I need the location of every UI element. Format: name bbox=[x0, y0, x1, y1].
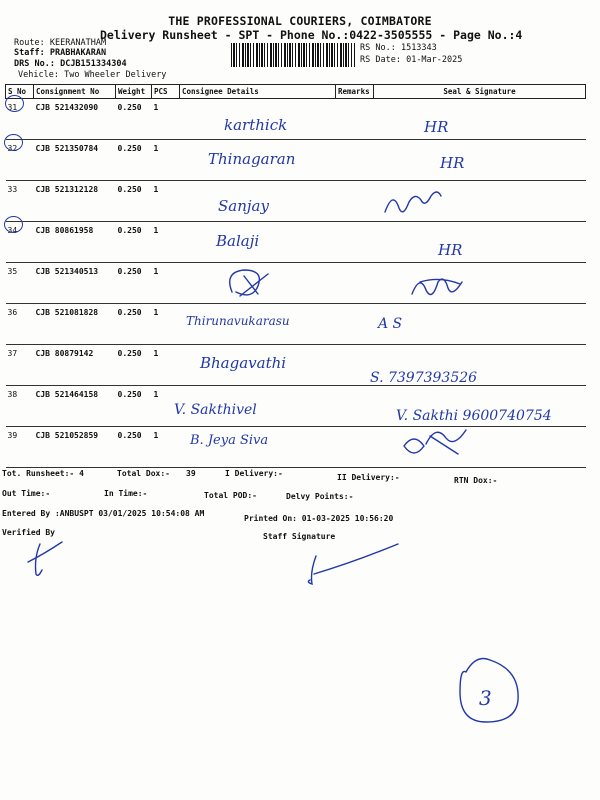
col-sno: S No bbox=[6, 85, 34, 99]
handwritten-consignee: Thirunavukarasu bbox=[186, 314, 290, 328]
row-consignment: CJB 521350784 bbox=[34, 140, 116, 181]
handwritten-seal: V. Sakthi 9600740754 bbox=[396, 408, 552, 424]
row-consignment: CJB 521312128 bbox=[34, 181, 116, 222]
row-pcs: 1 bbox=[152, 263, 180, 304]
row-pcs: 1 bbox=[152, 181, 180, 222]
delvy-points: Delvy Points:- bbox=[286, 492, 354, 501]
handwritten-seal: HR bbox=[440, 154, 465, 172]
verified-by: Verified By bbox=[2, 528, 55, 537]
handwritten-seal: S. 7397393526 bbox=[370, 370, 478, 386]
row-weight: 0.250 bbox=[116, 427, 152, 468]
out-time: Out Time:- bbox=[2, 489, 51, 498]
row-consignment: CJB 521340513 bbox=[34, 263, 116, 304]
i-delivery: I Delivery:- bbox=[225, 469, 283, 478]
staff-label: Staff: bbox=[14, 48, 45, 58]
handwritten-consignee: Thinagaran bbox=[208, 150, 296, 168]
handwritten-consignee: B. Jeya Siva bbox=[190, 433, 269, 448]
handwritten-page-number: 3 bbox=[479, 686, 492, 710]
staff-signature-label: Staff Signature bbox=[263, 532, 336, 541]
row-sno: 31 bbox=[6, 99, 34, 140]
row-pcs: 1 bbox=[152, 304, 180, 345]
row-sno: 33 bbox=[6, 181, 34, 222]
total-dox-label: Total Dox:- bbox=[117, 469, 170, 478]
row-consignment: CJB 521464158 bbox=[34, 386, 116, 427]
row-consignment: CJB 521052859 bbox=[34, 427, 116, 468]
entered-by: Entered By :ANBUSPT 03/01/2025 10:54:08 AM bbox=[2, 509, 205, 518]
handwritten-consignee: Bhagavathi bbox=[200, 354, 287, 372]
route-value: KEERANATHAM bbox=[49, 38, 107, 48]
company-title: THE PROFESSIONAL COURIERS, COIMBATORE bbox=[168, 14, 432, 28]
handwritten-consignee: Balaji bbox=[216, 232, 260, 250]
row-weight: 0.250 bbox=[116, 99, 152, 140]
handwritten-consignee: karthick bbox=[224, 116, 288, 134]
total-pod: Total POD:- bbox=[204, 491, 257, 500]
row-sno: 36 bbox=[6, 304, 34, 345]
rs-date-label: RS Date: bbox=[360, 55, 401, 65]
row-consignment: CJB 521081828 bbox=[34, 304, 116, 345]
row-pcs: 1 bbox=[152, 99, 180, 140]
row-pcs: 1 bbox=[152, 386, 180, 427]
staff-value: PRABHAKARAN bbox=[49, 48, 107, 58]
row-sno: 39 bbox=[6, 427, 34, 468]
col-pcs: PCS bbox=[152, 85, 180, 99]
col-remarks: Remarks bbox=[336, 85, 374, 99]
in-time: In Time:- bbox=[104, 489, 148, 498]
row-sno: 35 bbox=[6, 263, 34, 304]
verified-signature bbox=[28, 542, 62, 575]
drs-value: DCJB151334304 bbox=[60, 59, 127, 69]
row-pcs: 1 bbox=[152, 427, 180, 468]
handwritten-consignee: Sanjay bbox=[218, 197, 269, 215]
signature-scribble bbox=[412, 279, 462, 294]
row-sno: 32 bbox=[6, 140, 34, 181]
signature-scribble bbox=[230, 270, 268, 296]
row-pcs: 1 bbox=[152, 222, 180, 263]
tot-runsheet: Tot. Runsheet:- 4 bbox=[2, 469, 84, 478]
row-weight: 0.250 bbox=[116, 222, 152, 263]
row-weight: 0.250 bbox=[116, 304, 152, 345]
staff-signature bbox=[308, 544, 398, 584]
vehicle-label: Vehicle: bbox=[18, 70, 59, 80]
row-pcs: 1 bbox=[152, 345, 180, 386]
row-weight: 0.250 bbox=[116, 345, 152, 386]
row-weight: 0.250 bbox=[116, 181, 152, 222]
handwritten-seal: HR bbox=[438, 241, 463, 259]
rtn-dox: RTN Dox:- bbox=[454, 476, 498, 485]
signature-scribble bbox=[385, 192, 441, 212]
row-weight: 0.250 bbox=[116, 140, 152, 181]
row-weight: 0.250 bbox=[116, 263, 152, 304]
row-consignment: CJB 80879142 bbox=[34, 345, 116, 386]
rs-date-value: 01-Mar-2025 bbox=[406, 55, 463, 65]
handwritten-seal: A S bbox=[378, 316, 403, 332]
row-sno: 34 bbox=[6, 222, 34, 263]
vehicle-value: Two Wheeler Delivery bbox=[64, 70, 167, 80]
row-weight: 0.250 bbox=[116, 386, 152, 427]
col-weight: Weight bbox=[116, 85, 152, 99]
total-dox-value: 39 bbox=[186, 469, 196, 478]
route-label: Route: bbox=[14, 38, 45, 48]
col-consignee: Consignee Details bbox=[180, 85, 336, 99]
row-consignment: CJB 80861958 bbox=[34, 222, 116, 263]
row-consignment: CJB 521432090 bbox=[34, 99, 116, 140]
rs-no-label: RS No.: bbox=[360, 43, 396, 53]
col-consignment: Consignment No bbox=[34, 85, 116, 99]
row-pcs: 1 bbox=[152, 140, 180, 181]
handwritten-consignee: V. Sakthivel bbox=[174, 402, 257, 418]
row-sno: 37 bbox=[6, 345, 34, 386]
col-seal: Seal & Signature bbox=[374, 85, 586, 99]
signature-scribble bbox=[404, 430, 466, 454]
handwritten-seal: HR bbox=[424, 118, 449, 136]
printed-on: Printed On: 01-03-2025 10:56:20 bbox=[244, 514, 394, 523]
rs-no-value: 1513343 bbox=[400, 43, 437, 53]
row-sno: 38 bbox=[6, 386, 34, 427]
ii-delivery: II Delivery:- bbox=[337, 473, 400, 482]
runsheet-subtitle: Delivery Runsheet - SPT - Phone No.:0422-3505555 - Page No.:4 bbox=[100, 28, 523, 42]
drs-label: DRS No.: bbox=[14, 59, 55, 69]
